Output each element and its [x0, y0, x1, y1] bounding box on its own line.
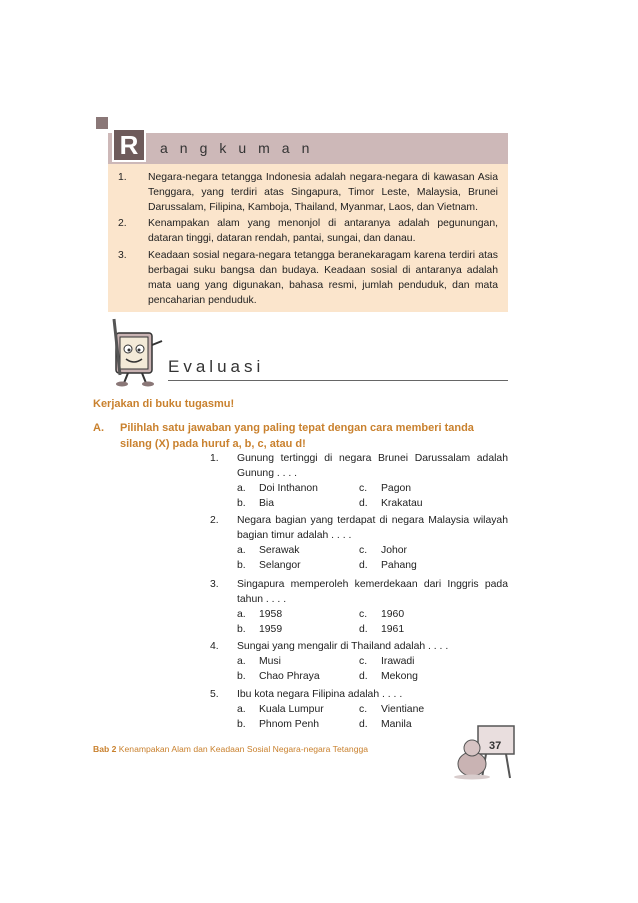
summary-item-number: 2.	[118, 218, 127, 229]
option-c: 1960	[381, 609, 405, 620]
question-number: 2.	[210, 515, 219, 526]
summary-item-text: Negara-negara tetangga Indonesia adalah negara-negara di kawasan Asia Tenggara, yang terdiri atas Singapura, Timor Leste, Malaysia, Brunei Darussalam, Filipina, Kamboja, Thailand, Myanmar, Laos, dan Vietnam.	[148, 172, 498, 213]
option-a: Kuala Lumpur	[259, 704, 324, 715]
summary-item	[118, 248, 498, 308]
option-a: Serawak	[259, 545, 300, 556]
option-b: Bia	[259, 498, 275, 509]
instruction-text: Kerjakan di buku tugasmu!	[93, 398, 235, 410]
option-b: 1959	[259, 624, 283, 635]
question-number: 4.	[210, 641, 219, 652]
section-a	[93, 420, 508, 452]
summary-item-text: Keadaan sosial negara-negara tetangga beranekaragam karena terdiri atas berbagai suku bangsa dan budaya. Keadaan sosial di antaranya adalah mata uang yang digunakan, bahasa resmi, jumlah penduduk, dan mata pencaharian penduduk.	[148, 250, 498, 306]
evaluation-title: Evaluasi	[168, 357, 265, 376]
option-a: Doi Inthanon	[259, 483, 318, 494]
option-d: Manila	[381, 719, 412, 730]
option-d: 1961	[381, 624, 405, 635]
question: 4. Sungai yang mengalir di Thailand adalah . . . . a. Musi c. Irawadi b. Chao Phraya d. Mekong	[210, 639, 508, 684]
summary-letter-badge: R	[112, 128, 146, 162]
question: 2. Negara bagian yang terdapat di negara Malaysia wilayah bagian timur adalah . . . . a. Serawak c. Johor b. Selangor d. Pahang	[210, 515, 508, 571]
chapter-title: Kenampakan Alam dan Keadaan Sosial Negara-negara Tetangga	[118, 744, 369, 754]
section-a-text: Pilihlah satu jawaban yang paling tepat dengan cara memberi tanda silang (X) pada huruf a, b, c, atau d!	[120, 422, 474, 450]
option-a: 1958	[259, 609, 283, 620]
option-b: Chao Phraya	[259, 671, 320, 682]
easel-mascot-icon	[452, 722, 518, 780]
option-c: Irawadi	[381, 656, 415, 667]
question: 5. Ibu kota negara Filipina adalah . . . . a. Kuala Lumpur c. Vientiane b. Phnom Penh d. Manila	[210, 687, 508, 732]
option-c: Johor	[381, 545, 407, 556]
question-number: 5.	[210, 689, 219, 700]
question-text: Negara bagian yang terdapat di negara Malaysia wilayah bagian timur adalah . . . .	[237, 515, 508, 541]
summary-item-text: Kenampakan alam yang menonjol di antaranya adalah pegunungan, dataran tinggi, dataran rendah, pantai, sungai, dan danau.	[148, 218, 498, 244]
question: 3. Singapura memperoleh kemerdekaan dari Inggris pada tahun . . . . a. 1958 c. 1960 b. 1959 d. 1961	[210, 579, 508, 635]
option-b: Phnom Penh	[259, 719, 320, 730]
option-c: Vientiane	[381, 704, 425, 715]
decor-square	[96, 117, 108, 129]
option-d: Mekong	[381, 671, 418, 682]
question: 1. Gunung tertinggi di negara Brunei Darussalam adalah Gunung . . . . a. Doi Inthanon c. Pagon b. Bia d. Krakatau	[210, 453, 508, 509]
question-number: 1.	[210, 453, 219, 464]
question-number: 3.	[210, 579, 219, 590]
option-a: Musi	[259, 656, 281, 667]
summary-item-number: 1.	[118, 172, 127, 183]
summary-item	[118, 170, 498, 215]
page-number: 37	[489, 740, 502, 752]
option-b: Selangor	[259, 560, 301, 571]
book-mascot-icon	[108, 315, 168, 387]
summary-item-number: 3.	[118, 250, 127, 261]
option-d: Pahang	[381, 560, 417, 571]
chapter-label: Bab 2	[93, 744, 117, 754]
question-text: Sungai yang mengalir di Thailand adalah . . . .	[237, 641, 449, 652]
question-text: Singapura memperoleh kemerdekaan dari Inggris pada tahun . . . .	[237, 579, 508, 605]
summary-item	[118, 216, 498, 246]
question-text: Gunung tertinggi di negara Brunei Darussalam adalah Gunung . . . .	[237, 453, 508, 479]
option-c: Pagon	[381, 483, 412, 494]
question-text: Ibu kota negara Filipina adalah . . . .	[237, 689, 403, 700]
summary-title: angkuman	[160, 140, 322, 156]
option-d: Krakatau	[381, 498, 423, 509]
footer-chapter	[93, 744, 368, 754]
evaluation-divider	[168, 380, 508, 381]
section-a-label: A.	[93, 422, 104, 434]
